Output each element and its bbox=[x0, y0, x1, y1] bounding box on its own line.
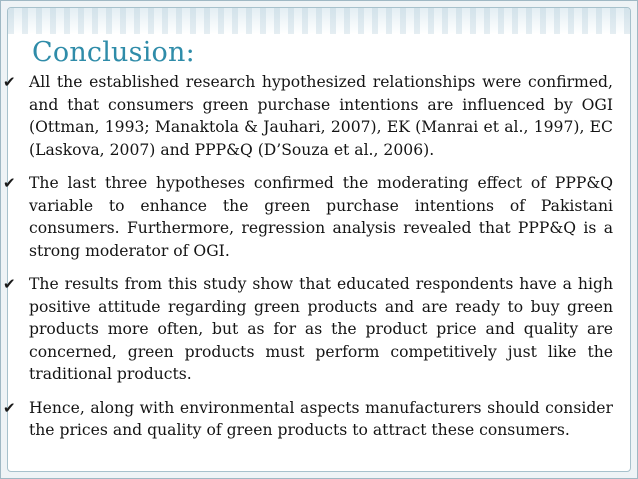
check-icon: ✔ bbox=[3, 398, 16, 417]
bullet-text: All the established research hypothesized relationships were confirmed, and that consumers green purchase intentions are influenced by OGI (Ottman, 1993; Manaktola & Jauhari, 2007), EK (Manrai et al., 1997), EC (Laskova, 2007) and PPP&Q (D’Souza et al., 2006). bbox=[29, 73, 613, 159]
bullet-text: The last three hypotheses confirmed the moderating effect of PPP&Q variable to enhance the green purchase intentions of Pakistani consumers. Furthermore, regression analysis revealed that PPP&Q is a strong moderator of OGI. bbox=[29, 174, 613, 260]
bullet-item bbox=[1, 273, 625, 386]
check-icon: ✔ bbox=[3, 174, 16, 192]
bullet-list bbox=[1, 71, 625, 453]
bullet-text: Hence, along with environmental aspects manufacturers should consider the prices and quality of green products to attract these consumers. bbox=[29, 398, 613, 439]
check-icon: ✔ bbox=[3, 275, 16, 293]
bullet-item bbox=[1, 172, 625, 262]
bullet-text: The results from this study show that educated respondents have a high positive attitude regarding green products and are ready to buy green products more often, but as for as the product price and quality are concerned, green products must perform competitively just like the traditional products. bbox=[29, 275, 613, 383]
check-icon: ✔ bbox=[3, 73, 16, 91]
bullet-item bbox=[1, 71, 625, 161]
slide-title: Conclusion: bbox=[32, 37, 195, 68]
bullet-item bbox=[1, 397, 625, 442]
